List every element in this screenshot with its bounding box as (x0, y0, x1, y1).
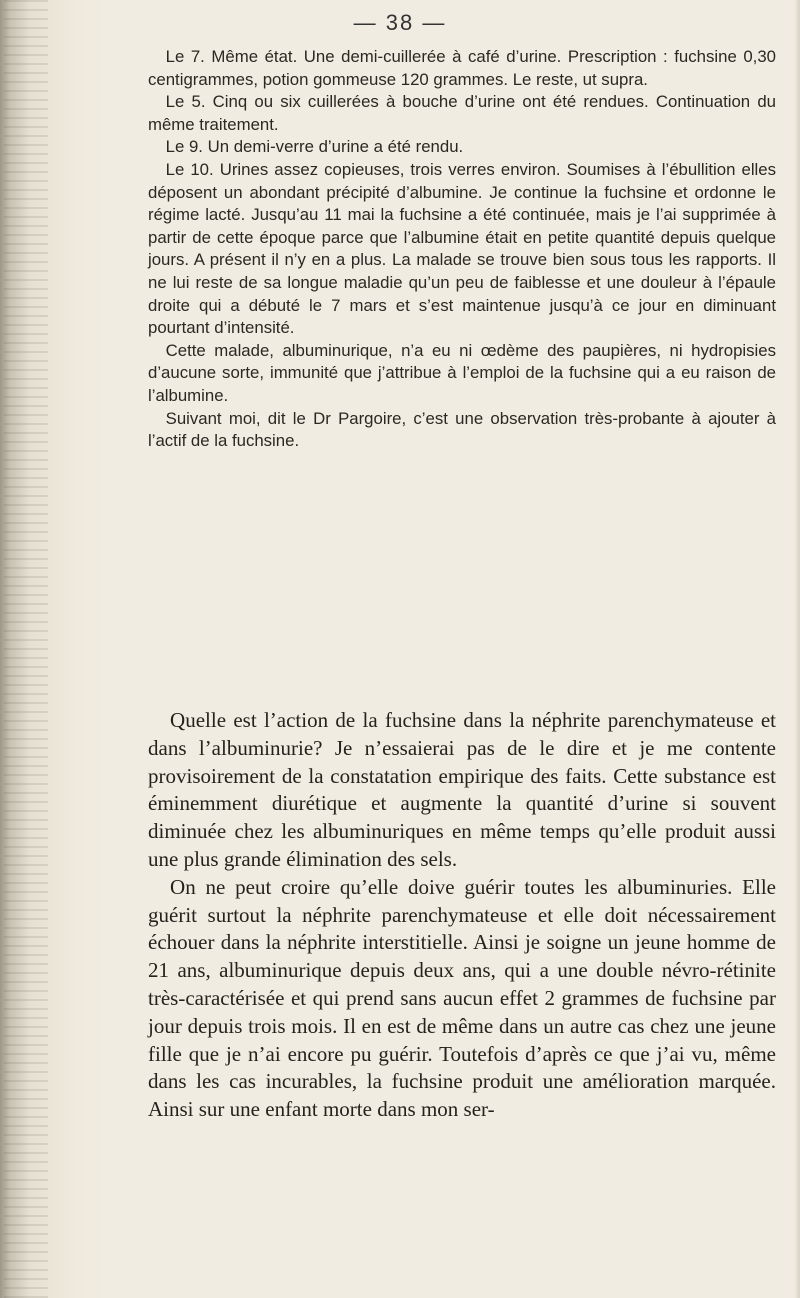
page-right-edge (794, 0, 800, 1298)
paragraph-fuchsine-action: Quelle est l’action de la fuchsine dans la néphrite parenchymateuse et dans l’albuminurie? Je n’essaierai pas de le dire et je me contente provisoirement de la constatation empirique des faits. Cette substance est éminemment diurétique et augmente la quantité d’urine si souvent diminuée chez les albuminuriques en même temps qu’elle produit aussi une plus grande élimination des sels. (148, 708, 776, 871)
paragraph-day-9: Le 9. Un demi-verre d’urine a été rendu. (165, 137, 464, 157)
book-binding-edge (0, 0, 110, 1298)
paragraph-day-7: Le 7. Même état. Une demi-cuillerée à café d’urine. Prescription : fuchsine 0,30 centigrammes, potion gommeuse 120 grammes. Le reste, ut supra. (148, 47, 776, 89)
paragraph-patient-summary: Cette malade, albuminurique, n’a eu ni œdème des paupières, ni hydropisies d’aucune sorte, immunité que j’attribue à l’emploi de la fuchsine qui a eu raison de l’albumine. (148, 340, 776, 405)
observation-notes (148, 46, 776, 453)
paragraph-pargoire-comment: Suivant moi, dit le Dr Pargoire, c’est une observation très-probante à ajouter à l’actif de la fuchsine. (148, 408, 776, 451)
paragraph-fuchsine-limits: On ne peut croire qu’elle doive guérir toutes les albuminuries. Elle guérit surtout la néphrite parenchymateuse et elle doit nécessairement échouer dans la néphrite interstitielle. Ainsi je soigne un jeune homme de 21 ans, albuminurique depuis deux ans, qui a une double névro-rétinite très-caractérisée et qui prend sans aucun effet 2 grammes de fuchsine par jour depuis trois mois. Il en est de même dans un autre cas chez une jeune fille que je n’ai encore pu guérir. Toutefois d’après ce que j’ai vu, même dans les cas incurables, la fuchsine produit une amélioration marquée. Ainsi sur une enfant morte dans mon ser- (148, 874, 776, 1122)
discussion-text (148, 707, 776, 1124)
page-number: — 38 — (353, 10, 447, 35)
paragraph-day-10: Le 10. Urines assez copieuses, trois verres environ. Soumises à l’ébullition elles déposent un abondant précipité d’albumine. Je continue la fuchsine et ordonne le régime lacté. Jusqu’au 11 mai la fuchsine a été continuée, mais je l’ai supprimée à partir de cette époque parce que l’albumine était en petite quantité depuis quelque jours. A présent il n’y en a plus. La malade se trouve bien sous tous les rapports. Il ne lui reste de sa longue maladie qu’un peu de faiblesse et une douleur à l’épaule droite qui a débuté le 7 mars et s’est maintenue jusqu’à ce jour en diminuant pourtant d’intensité. (148, 159, 776, 338)
paragraph-day-5: Le 5. Cinq ou six cuillerées à bouche d’urine ont été rendues. Continuation du même traitement. (148, 92, 776, 134)
